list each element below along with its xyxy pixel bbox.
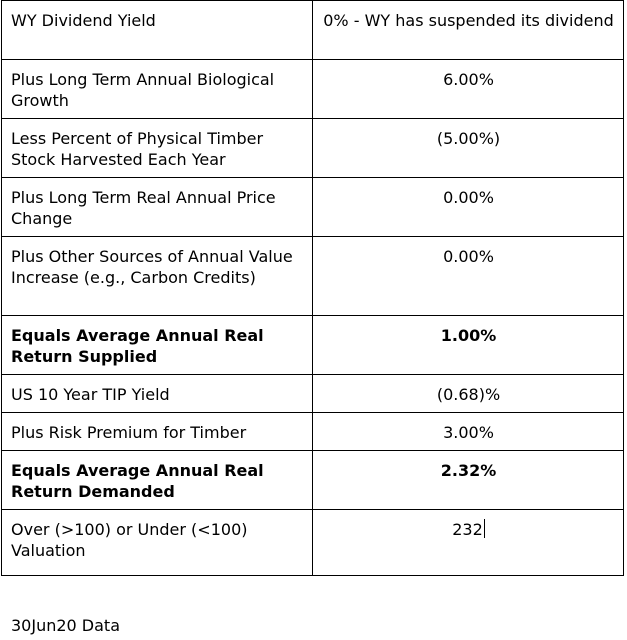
row-label: WY Dividend Yield xyxy=(2,1,313,60)
row-label: Equals Average Annual Real Return Demanded xyxy=(2,451,313,510)
row-value[interactable]: 232 xyxy=(452,520,483,539)
row-label: Plus Long Term Annual Biological Growth xyxy=(2,60,313,119)
row-value: 1.00% xyxy=(313,316,624,375)
valuation-table xyxy=(1,0,624,576)
row-value: (5.00%) xyxy=(313,119,624,178)
valuation-value-cell[interactable] xyxy=(313,510,624,576)
row-value: 0.00% xyxy=(313,178,624,237)
table-row-total xyxy=(2,316,624,375)
table-row-total xyxy=(2,451,624,510)
row-label: Over (>100) or Under (<100) Valuation xyxy=(2,510,313,576)
table-row xyxy=(2,178,624,237)
row-value: 0.00% xyxy=(313,237,624,316)
row-value: 3.00% xyxy=(313,413,624,451)
row-label: US 10 Year TIP Yield xyxy=(2,375,313,413)
text-cursor xyxy=(484,519,485,538)
row-value: 2.32% xyxy=(313,451,624,510)
table-row xyxy=(2,510,624,576)
table-row xyxy=(2,119,624,178)
row-label: Plus Risk Premium for Timber xyxy=(2,413,313,451)
row-label: Plus Long Term Real Annual Price Change xyxy=(2,178,313,237)
table-row xyxy=(2,237,624,316)
row-value: 6.00% xyxy=(313,60,624,119)
table-row xyxy=(2,413,624,451)
row-value: 0% - WY has suspended its dividend xyxy=(313,1,624,60)
table-row xyxy=(2,1,624,60)
table-row xyxy=(2,375,624,413)
data-date-note: 30Jun20 Data xyxy=(11,616,121,635)
row-label: Plus Other Sources of Annual Value Increase (e.g., Carbon Credits) xyxy=(2,237,313,316)
row-label: Equals Average Annual Real Return Supplied xyxy=(2,316,313,375)
row-label: Less Percent of Physical Timber Stock Harvested Each Year xyxy=(2,119,313,178)
row-value: (0.68)% xyxy=(313,375,624,413)
table-row xyxy=(2,60,624,119)
